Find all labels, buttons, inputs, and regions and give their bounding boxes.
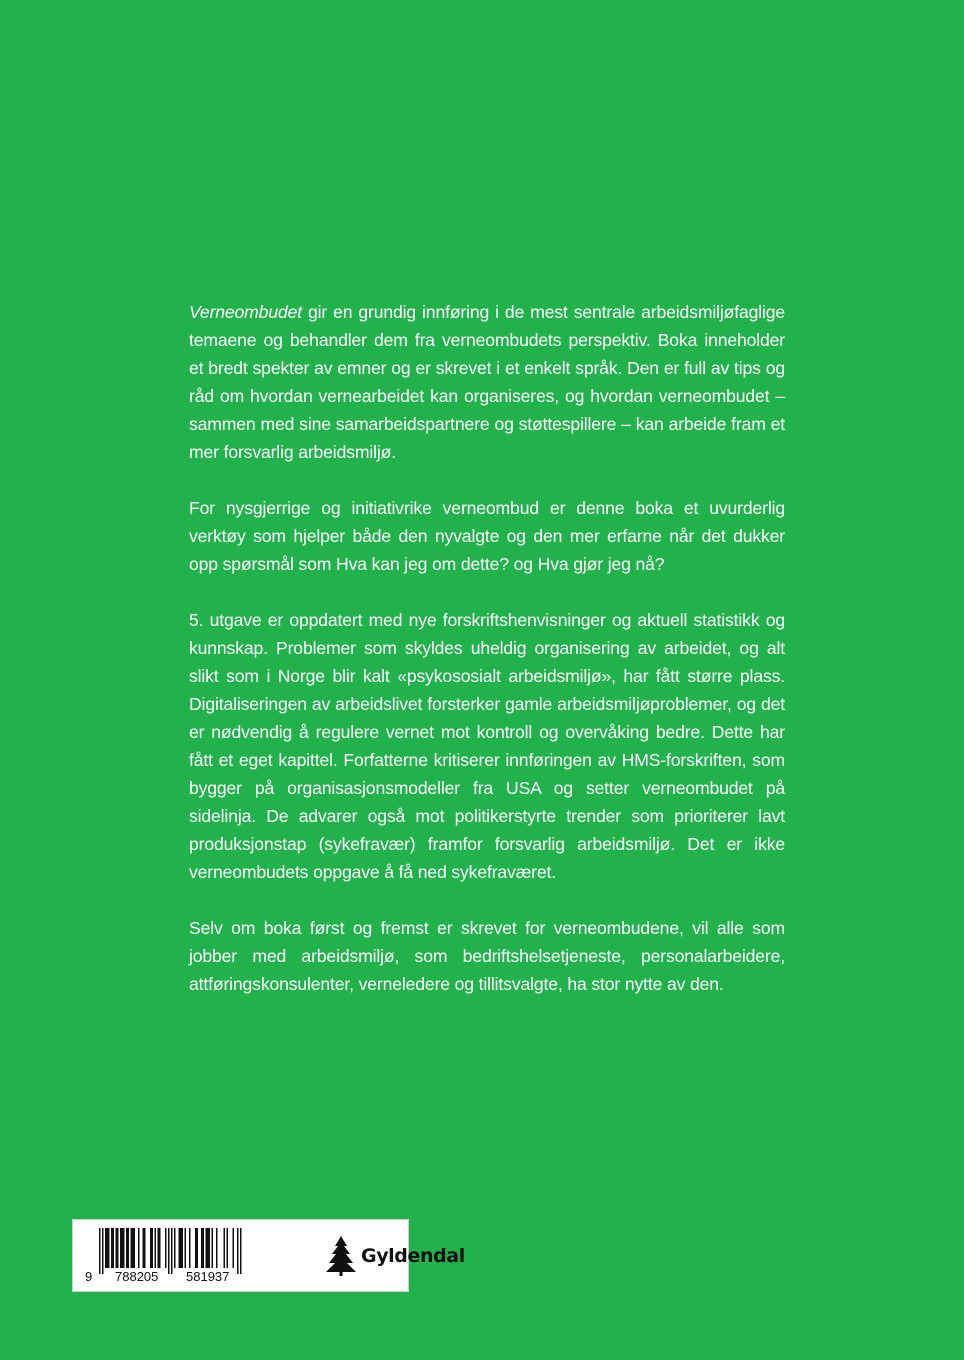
barcode-bar bbox=[117, 1228, 119, 1268]
barcode-bar bbox=[182, 1228, 184, 1268]
barcode-bar bbox=[120, 1228, 122, 1268]
back-cover-blurb bbox=[189, 298, 785, 998]
barcode-bar bbox=[152, 1228, 154, 1268]
blurb-paragraph-readers: Selv om boka først og fremst er skrevet for verneombudene, vil alle som jobber med arbeidsmiljø, som bedriftshelsetjeneste, personalarbeidere, attføringskonsulenter, verneledere og tillitsvalgte, ha stor nytte av den. bbox=[189, 918, 785, 994]
barcode-bar bbox=[197, 1228, 199, 1268]
blurb-paragraph-edition: 5. utgave er oppdatert med nye forskriftshenvisninger og aktuell statistikk og kunnskap. Problemer som skyldes uheldig organisering av arbeidet, og alt slikt som i Norge blir kalt «psykososialt arbeidsmiljø», har fått større plass. Digitaliseringen av arbeidslivet forsterker gamle arbeidsmiljøproblemer, og det er nødvendig å regulere vernet mot kontroll og overvåking bedre. Dette har fått et eget kapittel. Forfatterne kritiserer innføringen av HMS-forskriften, som bygger på organisasjonsmodeller fra USA og setter verneombudet på sidelinja. De advarer også mot politikerstyrte trender som prioriterer lavt produksjonstap (sykefravær) framfor forsvarlig arbeidsmiljø. Det er ikke verneombudets oppgave å få ned sykefraværet. bbox=[189, 610, 785, 882]
barcode-bar bbox=[206, 1228, 208, 1268]
barcode-bar bbox=[150, 1228, 152, 1268]
barcode-bar bbox=[240, 1228, 242, 1274]
barcode-bar bbox=[158, 1228, 160, 1268]
barcode-bar bbox=[116, 1228, 118, 1268]
book-title-italic: Verneombudet bbox=[189, 302, 302, 322]
barcode-bar bbox=[209, 1228, 211, 1268]
barcode-bar bbox=[122, 1228, 124, 1268]
barcode-bar bbox=[174, 1228, 176, 1268]
barcode-bar bbox=[111, 1228, 113, 1268]
isbn-right-group: 581937 bbox=[186, 1269, 230, 1284]
barcode-bar bbox=[131, 1228, 133, 1268]
barcode-bar bbox=[123, 1228, 125, 1268]
barcode-bar bbox=[195, 1228, 197, 1268]
barcode-bar bbox=[179, 1228, 181, 1268]
barcode-bar bbox=[107, 1228, 109, 1268]
barcode-panel bbox=[72, 1219, 465, 1292]
publisher-name: Gyldendal bbox=[361, 1245, 465, 1267]
barcode-bar bbox=[180, 1228, 182, 1268]
barcode-bar bbox=[216, 1228, 218, 1268]
barcode-bar bbox=[189, 1228, 191, 1268]
barcode-bar bbox=[143, 1228, 145, 1268]
barcode-bar bbox=[165, 1228, 167, 1268]
barcode-bar bbox=[207, 1228, 209, 1268]
barcode-bar bbox=[105, 1228, 107, 1268]
barcode-bar bbox=[185, 1228, 187, 1268]
barcode-bar bbox=[159, 1228, 161, 1268]
publisher-logo bbox=[325, 1234, 465, 1278]
barcode-bar bbox=[134, 1228, 136, 1268]
barcode-bar bbox=[138, 1228, 140, 1268]
isbn-first-digit: 9 bbox=[85, 1269, 93, 1284]
barcode-bar bbox=[108, 1228, 110, 1268]
barcode-bar bbox=[227, 1228, 229, 1268]
barcode-bar bbox=[102, 1228, 104, 1274]
isbn-left-group: 788205 bbox=[115, 1269, 159, 1284]
barcode-bar bbox=[99, 1228, 101, 1274]
blurb-paragraph-audience: For nysgjerrige og initiativrike verneombud er denne boka et uvurderlig verktøy som hjelper både den nyvalgte og den mer erfarne når det dukker opp spørsmål som Hva kan jeg om dette? og Hva gjør jeg nå? bbox=[189, 498, 785, 574]
barcode-bar bbox=[237, 1228, 239, 1274]
barcode-bar bbox=[171, 1228, 173, 1274]
barcode-bar bbox=[128, 1228, 130, 1268]
blurb-paragraph-intro bbox=[189, 298, 785, 466]
barcode-bar bbox=[155, 1228, 157, 1268]
barcode-bar bbox=[168, 1228, 170, 1274]
blurb-intro-text: gir en grundig innføring i de mest sentrale arbeidsmiljøfaglige temaene og behandler dem fra verneombudets perspektiv. Boka inneholder et bredt spekter av emner og er skrevet i et enkelt språk. Den er full av tips og råd om hvordan vernearbeidet kan organiseres, og hvordan verneombudet – sammen med sine samarbeidspartnere og støttespillere – kan arbeide fram et mer forsvarlig arbeidsmiljø. bbox=[189, 302, 785, 462]
barcode-bar bbox=[224, 1228, 226, 1268]
barcode-bar bbox=[203, 1228, 205, 1268]
isbn-barcode bbox=[73, 1220, 263, 1276]
barcode-bar bbox=[126, 1228, 128, 1268]
spruce-tree-icon bbox=[325, 1235, 357, 1277]
barcode-bar bbox=[132, 1228, 134, 1268]
barcode-bar bbox=[233, 1228, 235, 1268]
barcode-bar bbox=[144, 1228, 146, 1268]
barcode-bar bbox=[113, 1228, 115, 1268]
barcode-bar bbox=[212, 1228, 214, 1268]
barcode-bar bbox=[201, 1228, 203, 1268]
